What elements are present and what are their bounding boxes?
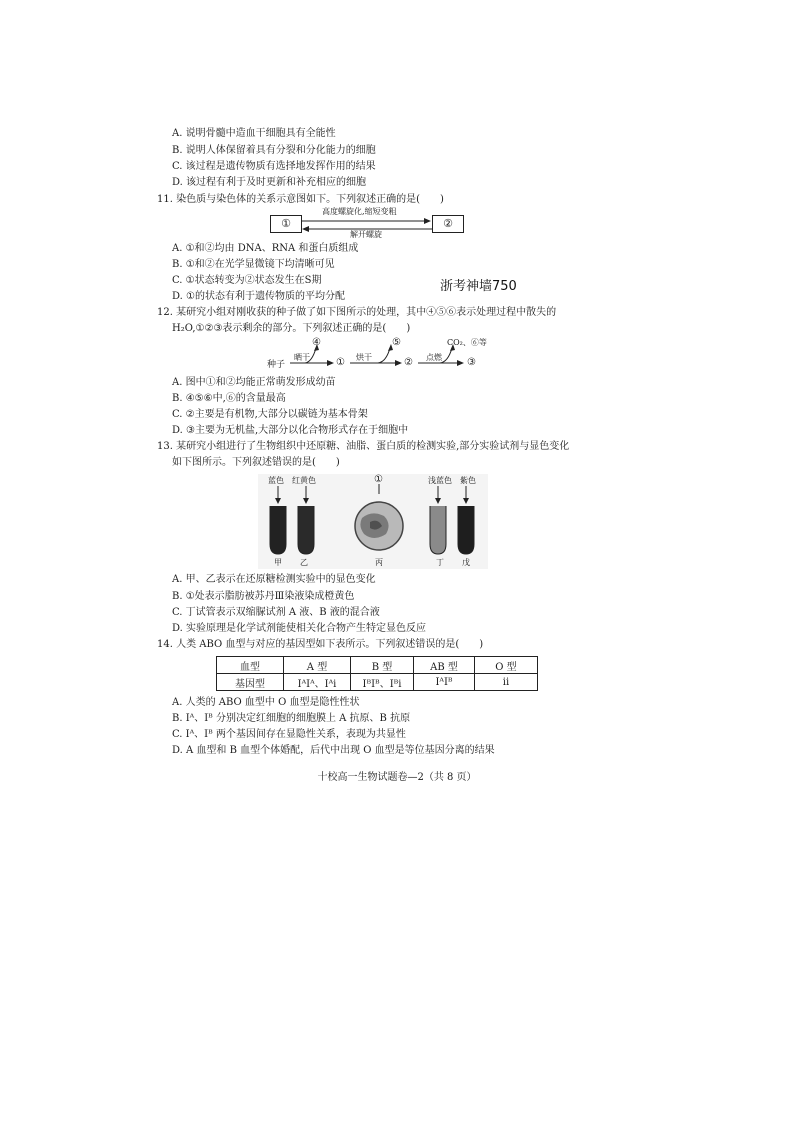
q13-option-a: A. 甲、乙表示在还原糖检测实验中的显色变化 [172, 574, 376, 585]
q11-arrow-bottom-label: 解开螺旋 [350, 230, 382, 239]
q12-out2-label: ⑤ [392, 337, 401, 348]
table-cell: IᴮIᴮ、Iᴮi [351, 674, 414, 691]
q13-stem-line2: 如下图所示。下列叙述错误的是( ) [172, 457, 340, 468]
q11-option-a: A. ①和②均由 DNA、RNA 和蛋白质组成 [172, 243, 359, 254]
q12-option-a: A. 图中①和②均能正常萌发形成幼苗 [172, 377, 336, 388]
q10-option-c: C. 该过程是遗传物质有选择地发挥作用的结果 [172, 161, 376, 172]
q14-option-c: C. Iᴬ、Iᴮ 两个基因间存在显隐性关系，表现为共显性 [172, 729, 406, 740]
q11-option-c: C. ①状态转变为②状态发生在S期 [172, 275, 322, 286]
q12-stem-line1: 12. 某研究小组对刚收获的种子做了如下图所示的处理，其中④⑤⑥表示处理过程中散失的 [157, 307, 557, 318]
q13-figure-drawing [258, 474, 488, 569]
q13-label-ding: 丁 [436, 558, 444, 567]
q11-box-chromatin: ① [270, 215, 302, 233]
table-cell: B 型 [351, 657, 414, 674]
q12-res1-label: ① [336, 357, 345, 368]
q13-option-d: D. 实验原理是化学试剂能使相关化合物产生特定显色反应 [172, 623, 427, 634]
table-cell: IᴬIᴬ、Iᴬi [284, 674, 351, 691]
table-cell: ii [475, 674, 538, 691]
q14-stem: 14. 人类 ABO 血型与对应的基因型如下表所示。下列叙述错误的是( ) [157, 639, 484, 650]
q12-seed-label: 种子 [267, 360, 286, 370]
q13-label-bing: 丙 [375, 558, 383, 567]
q13-label-blue: 蓝色 [268, 476, 284, 485]
q12-step3-label: 点燃 [426, 353, 442, 362]
table-row [217, 674, 538, 691]
table-cell: AB 型 [414, 657, 475, 674]
q12-res2-label: ② [404, 357, 413, 368]
q14-option-b: B. Iᴬ、Iᴮ 分别决定红细胞的细胞膜上 A 抗原、B 抗原 [172, 713, 411, 724]
q13-label-jia: 甲 [274, 558, 282, 567]
q13-label-wu: 戊 [462, 558, 470, 567]
q10-option-d: D. 该过程有利于及时更新和补充相应的细胞 [172, 177, 367, 188]
q12-out3-label: CO₂、⑥等 [447, 338, 487, 347]
q13-stem-line1: 13. 某研究小组进行了生物组织中还原糖、油脂、蛋白质的检测实验,部分实验试剂与显色变化 [157, 441, 570, 452]
q12-step2-label: 烘干 [356, 353, 372, 362]
q12-res3-label: ③ [467, 357, 476, 368]
q11-box-chromosome: ② [432, 215, 464, 233]
q13-option-c: C. 丁试管表示双缩脲试剂 A 液、B 液的混合液 [172, 607, 380, 618]
q10-option-b: B. 说明人体保留着具有分裂和分化能力的细胞 [172, 145, 376, 156]
blood-type-table [216, 656, 538, 691]
q11-arrow-top-label: 高度螺旋化,缩短变粗 [322, 207, 397, 216]
q14-option-a: A. 人类的 ABO 血型中 O 血型是隐性性状 [172, 697, 360, 708]
q12-option-b: B. ④⑤⑥中,⑥的含量最高 [172, 393, 286, 404]
q12-stem-line2: H₂O,①②③表示剩余的部分。下列叙述正确的是( ) [172, 323, 411, 334]
table-cell: 基因型 [217, 674, 284, 691]
q11-stem: 11. 染色质与染色体的关系示意图如下。下列叙述正确的是( ) [157, 194, 444, 205]
q11-option-b: B. ①和②在光学显微镜下均清晰可见 [172, 259, 335, 270]
q13-label-red-yellow: 红黄色 [292, 476, 316, 485]
q12-step1-label: 晒干 [294, 353, 310, 362]
page-footer: 十校高一生物试题卷—2（共 8 页） [317, 772, 477, 783]
q11-option-d: D. ①的状态有利于遗传物质的平均分配 [172, 291, 345, 302]
table-cell: A 型 [284, 657, 351, 674]
table-header-row [217, 657, 538, 674]
table-cell: IᴬIᴮ [414, 674, 475, 691]
q13-label-purple: 紫色 [460, 476, 476, 485]
q12-out1-label: ④ [312, 337, 321, 348]
q12-option-d: D. ③主要为无机盐,大部分以化合物形式存在于细胞中 [172, 425, 409, 436]
q13-label-yi: 乙 [300, 558, 308, 567]
q14-option-d: D. A 血型和 B 血型个体婚配，后代中出现 O 血型是等位基因分离的结果 [172, 745, 495, 756]
q10-option-a: A. 说明骨髓中造血干细胞具有全能性 [172, 128, 336, 139]
watermark-text: 浙考神墙750 [440, 279, 517, 294]
q13-label-circle1: ① [374, 474, 383, 485]
table-cell: O 型 [475, 657, 538, 674]
q13-label-light-blue: 浅蓝色 [428, 476, 452, 485]
q13-option-b: B. ①处表示脂肪被苏丹Ⅲ染液染成橙黄色 [172, 591, 355, 602]
table-cell: 血型 [217, 657, 284, 674]
q12-option-c: C. ②主要是有机物,大部分以碳链为基本骨架 [172, 409, 368, 420]
